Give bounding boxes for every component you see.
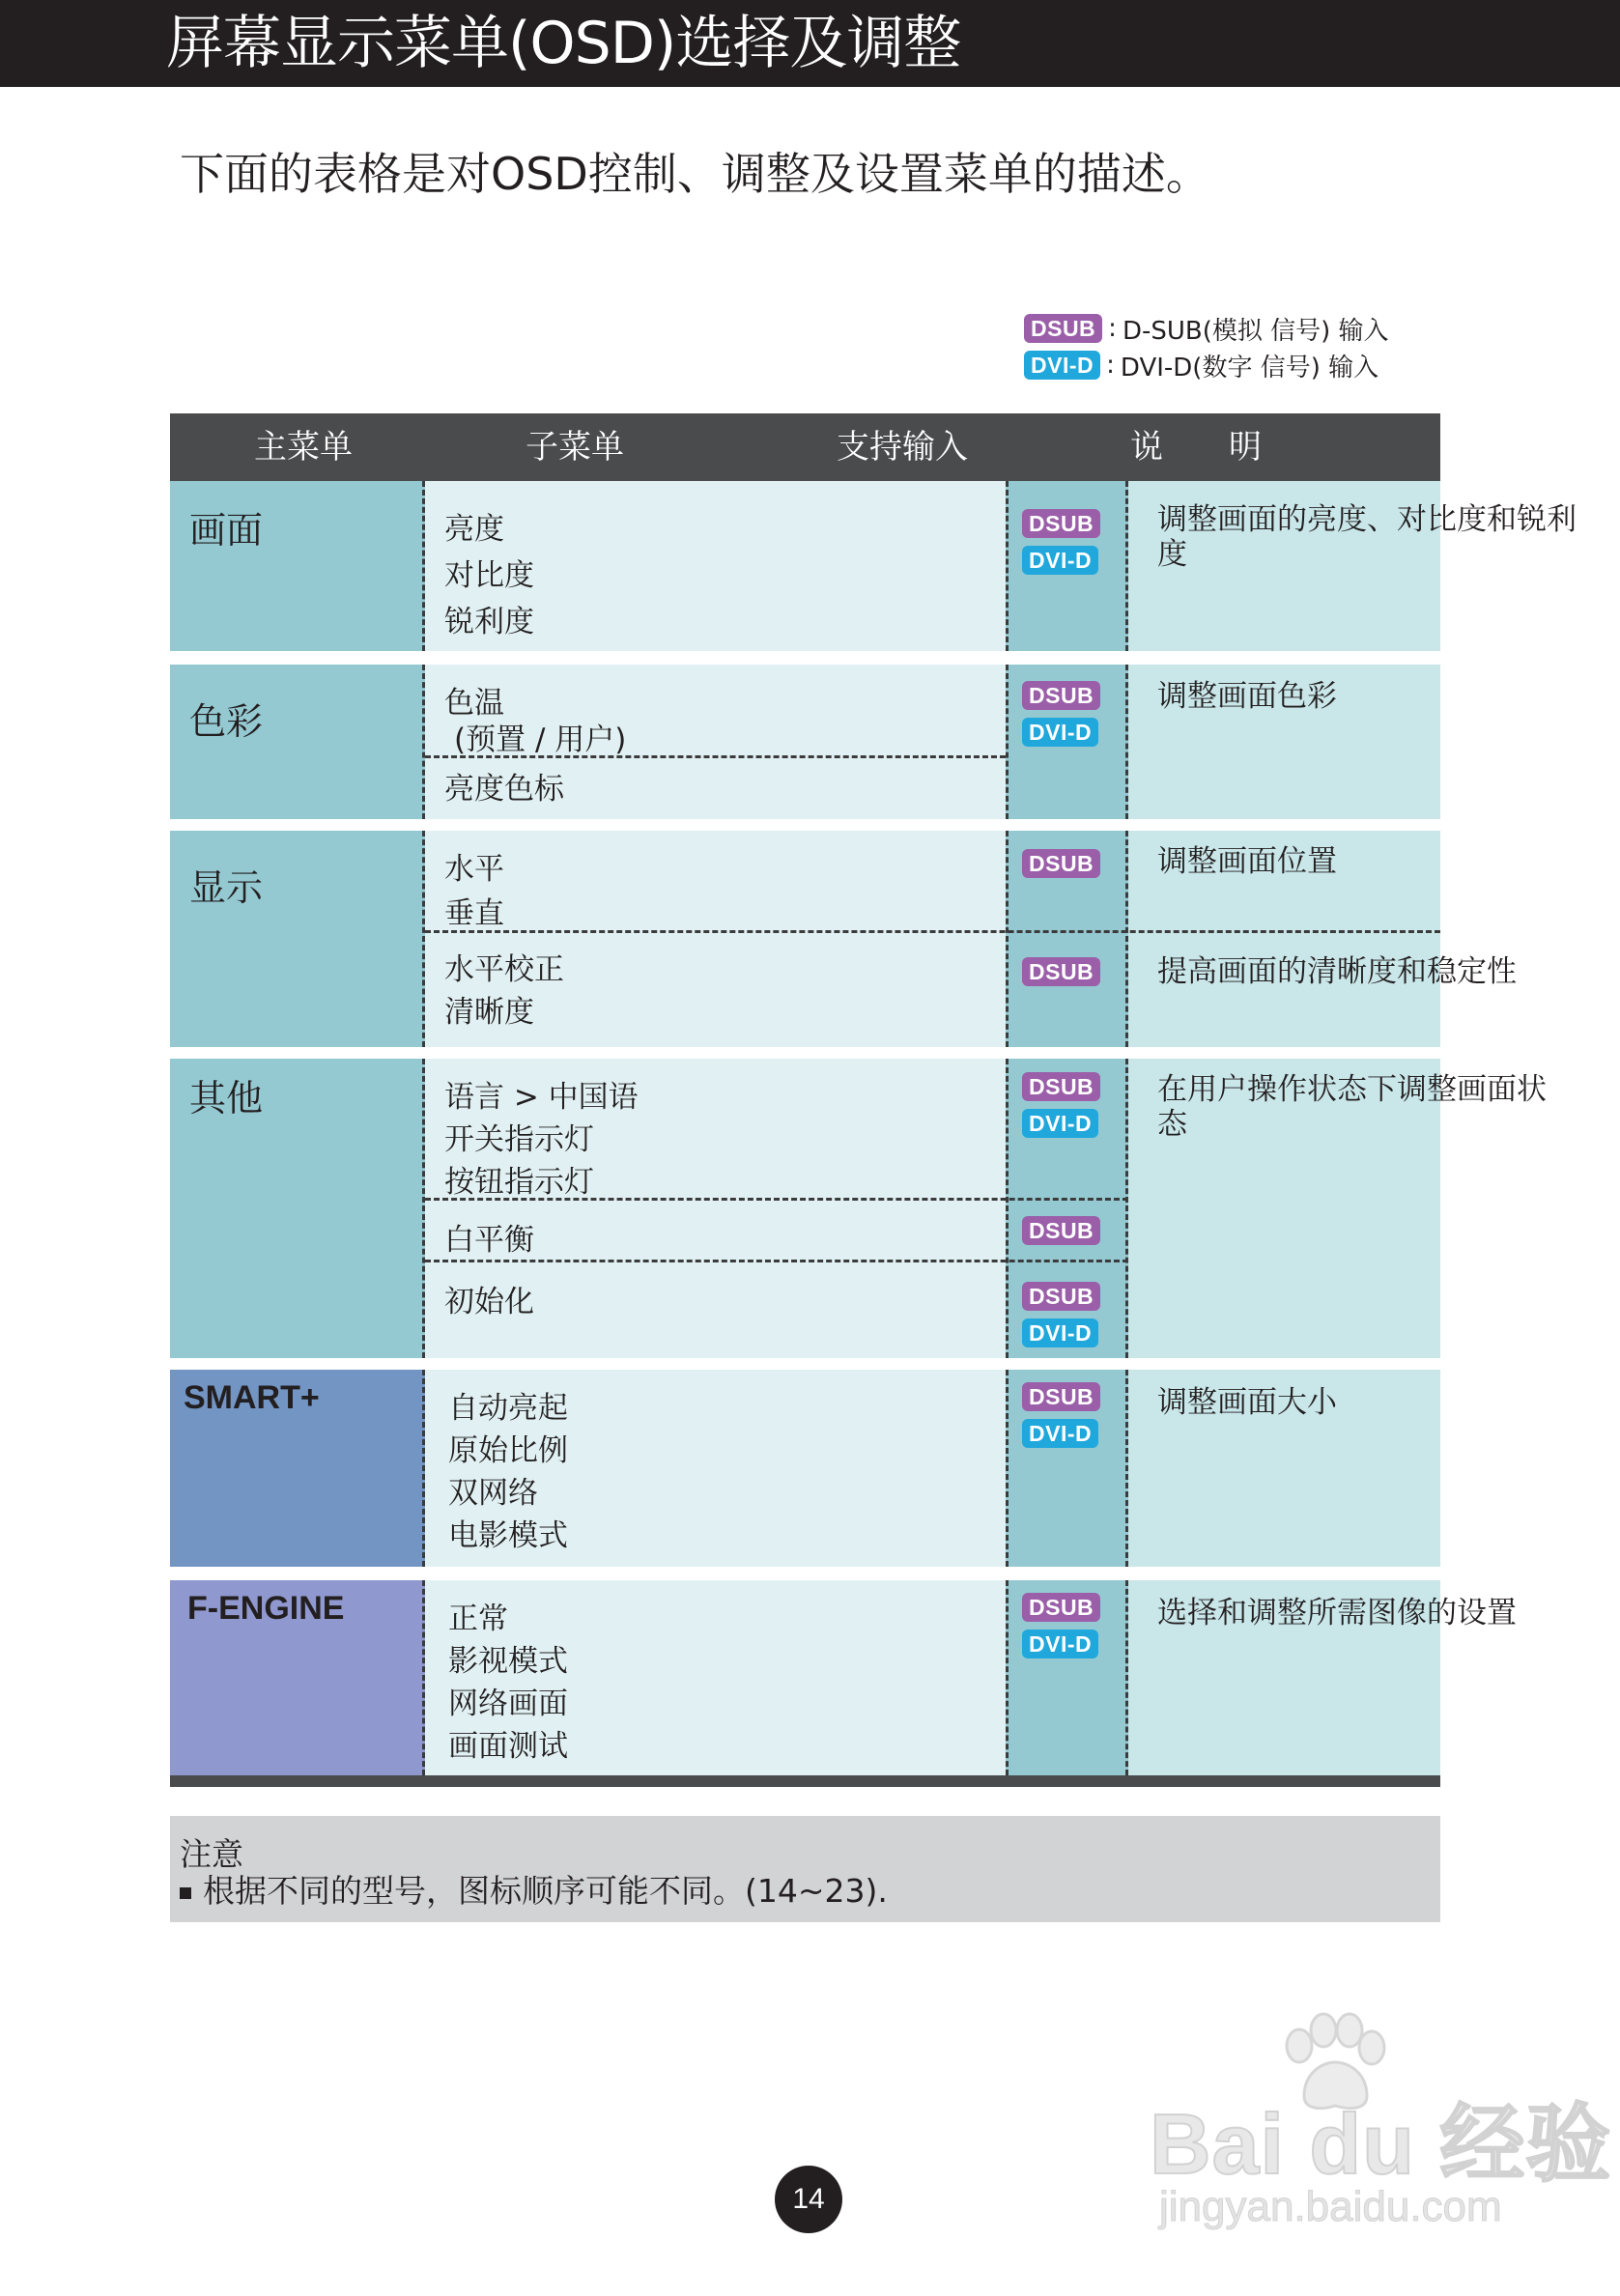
sub-menu-item: 双网络 xyxy=(448,1476,538,1511)
description-text: 提高画面的清晰度和稳定性 xyxy=(1157,954,1517,989)
dsub-badge: DSUB xyxy=(1022,1216,1100,1245)
watermark-text: Bai du 经验 xyxy=(1150,2096,1612,2192)
dvid-badge: DVI-D xyxy=(1022,1109,1098,1138)
sub-menu-item: 开关指示灯 xyxy=(444,1122,594,1157)
sub-menu-item: 清晰度 xyxy=(444,995,534,1030)
table-row xyxy=(170,1580,1517,1775)
sub-menu-item: 正常 xyxy=(448,1602,508,1636)
dvid-badge: DVI-D xyxy=(1022,546,1098,575)
dsub-badge: DSUB xyxy=(1022,1593,1100,1622)
sub-menu-item: 语言 > 中国语 xyxy=(444,1080,639,1115)
description-text: 调整画面位置 xyxy=(1157,844,1337,879)
dsub-badge: DSUB xyxy=(1022,1282,1100,1311)
description-text: 调整画面色彩 xyxy=(1157,679,1337,714)
dsub-badge: DSUB xyxy=(1022,849,1100,878)
description-text: 在用户操作状态下调整画面状态 xyxy=(1157,1072,1547,1142)
main-menu-label: 色彩 xyxy=(189,700,264,743)
note-text: 根据不同的型号，图标顺序可能不同。(14~23). xyxy=(203,1872,888,1910)
sub-menu-item: 对比度 xyxy=(444,558,534,593)
dvid-badge: DVI-D xyxy=(1022,718,1098,747)
table-row xyxy=(170,665,1440,819)
table-bottom-rule xyxy=(170,1775,1440,1787)
sub-menu-item: 水平 xyxy=(444,852,504,887)
intro-text: 下面的表格是对OSD控制、调整及设置菜单的描述。 xyxy=(180,148,1210,200)
dsub-badge: DSUB xyxy=(1024,314,1102,343)
dsub-badge: DSUB xyxy=(1022,681,1100,710)
sub-menu-item: 亮度色标 xyxy=(444,772,564,807)
table-header xyxy=(170,413,1440,481)
sub-menu-item: (预置 / 用户) xyxy=(454,723,627,757)
table-row xyxy=(170,1370,1440,1567)
description-text: 调整画面的亮度、对比度和锐利度 xyxy=(1157,502,1577,572)
header-main-menu: 主菜单 xyxy=(254,428,353,467)
watermark-url: jingyan.baidu.com xyxy=(1159,2183,1502,2230)
legend-dvid: DVI-D : DVI-D(数字 信号) 输入 xyxy=(1024,350,1378,381)
dsub-badge: DSUB xyxy=(1022,509,1100,538)
sub-menu-item: 网络画面 xyxy=(448,1687,568,1721)
description-text: 调整画面大小 xyxy=(1157,1385,1337,1420)
legend-dsub: DSUB : D-SUB(模拟 信号) 输入 xyxy=(1024,313,1389,344)
legend-dvid-text: DVI-D(数字 信号) 输入 xyxy=(1120,353,1379,383)
main-menu-label: F-ENGINE xyxy=(187,1590,345,1627)
header-description: 说 明 xyxy=(1130,428,1262,467)
dvid-badge: DVI-D xyxy=(1022,1419,1098,1448)
note-box xyxy=(170,1816,1440,1922)
bullet-icon xyxy=(180,1887,191,1899)
watermark xyxy=(1140,2009,1612,2251)
dsub-badge: DSUB xyxy=(1022,957,1100,986)
description-text: 选择和调整所需图像的设置 xyxy=(1157,1596,1517,1630)
main-menu-label: 其他 xyxy=(189,1077,264,1120)
dsub-badge: DSUB xyxy=(1022,1382,1100,1411)
main-menu-label: SMART+ xyxy=(184,1379,320,1416)
sub-menu-item: 原始比例 xyxy=(448,1433,568,1468)
sub-menu-item: 色温 xyxy=(444,686,504,721)
dvid-badge: DVI-D xyxy=(1022,1318,1098,1347)
sub-menu-item: 初始化 xyxy=(444,1285,534,1319)
table-row xyxy=(170,831,1517,1047)
sub-menu-item: 影视模式 xyxy=(448,1644,568,1679)
page-number: 14 xyxy=(775,2166,842,2233)
sub-menu-item: 锐利度 xyxy=(444,605,534,639)
page-title: 屏幕显示菜单(OSD)选择及调整 xyxy=(166,10,961,77)
note-title: 注意 xyxy=(180,1835,243,1873)
main-menu-label: 画面 xyxy=(189,509,264,552)
dsub-badge: DSUB xyxy=(1022,1072,1100,1101)
sub-menu-item: 水平校正 xyxy=(444,952,564,987)
title-bar xyxy=(0,0,1620,87)
sub-menu-item: 电影模式 xyxy=(448,1518,568,1553)
sub-menu-item: 画面测试 xyxy=(448,1729,568,1764)
main-menu-label: 显示 xyxy=(189,866,264,909)
dvid-badge: DVI-D xyxy=(1024,351,1100,380)
sub-menu-item: 亮度 xyxy=(444,512,504,547)
legend-dsub-text: D-SUB(模拟 信号) 输入 xyxy=(1122,316,1389,346)
sub-menu-item: 按钮指示灯 xyxy=(444,1165,594,1200)
header-input: 支持输入 xyxy=(837,428,968,467)
sub-menu-item: 白平衡 xyxy=(444,1223,534,1258)
dvid-badge: DVI-D xyxy=(1022,1630,1098,1658)
header-sub-menu: 子菜单 xyxy=(526,428,624,467)
sub-menu-item: 自动亮起 xyxy=(448,1391,568,1426)
table-row xyxy=(170,1059,1547,1358)
sub-menu-item: 垂直 xyxy=(444,896,504,931)
table-row xyxy=(170,481,1577,651)
